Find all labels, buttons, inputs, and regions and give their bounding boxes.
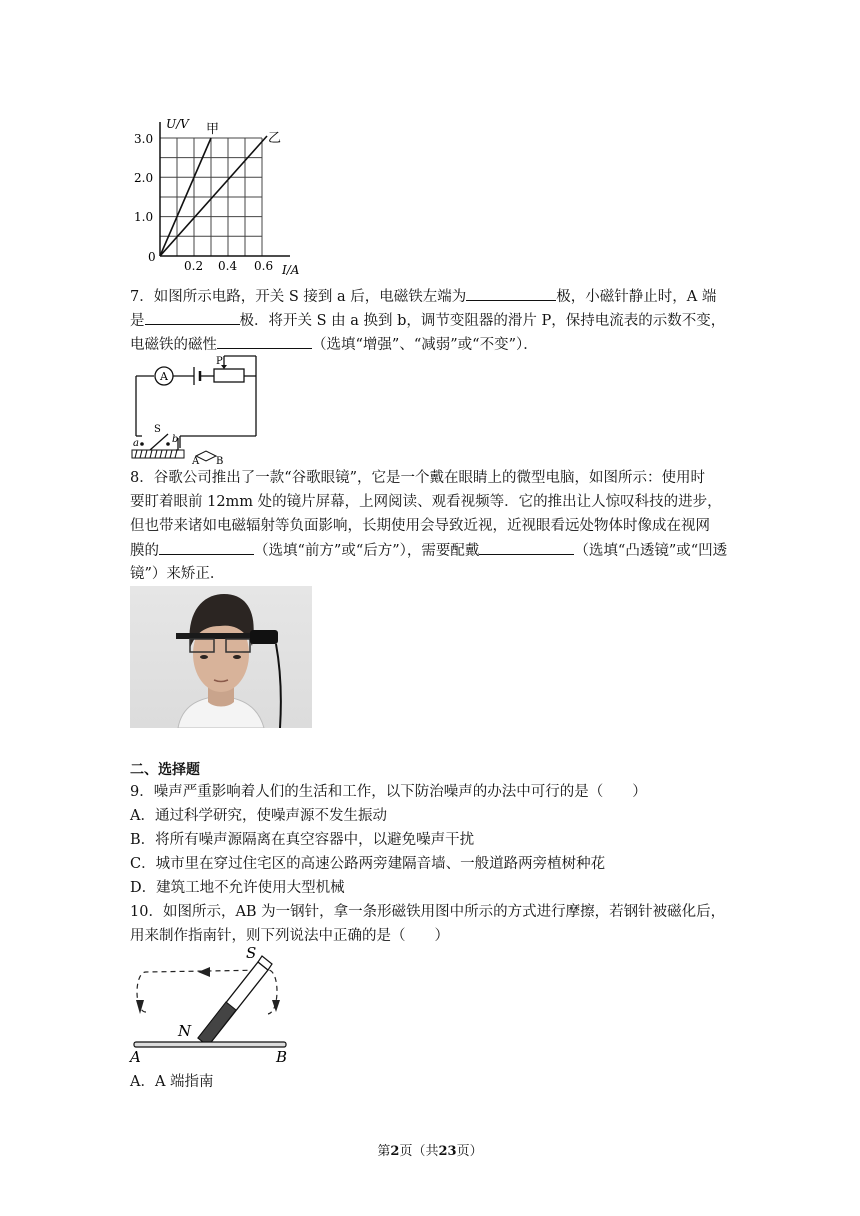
q8-line1: 8．谷歌公司推出了一款“谷歌眼镜”，它是一个戴在眼睛上的微型电脑，如图所示：使用时 [130, 470, 706, 486]
y-axis-label: U/V [166, 117, 189, 131]
switch-lever [150, 434, 168, 450]
page-number: 2 [390, 1144, 400, 1159]
glass-device [250, 630, 278, 644]
q7-blank-3[interactable] [217, 334, 312, 349]
line-yi [160, 136, 267, 256]
contact-b-label: b [172, 434, 179, 445]
q10-line2: 用来制作指南针，则下列说法中正确的是（ ） [130, 928, 449, 944]
needle-end-a-label: A [130, 1048, 141, 1064]
section-title: 二、选择题 [130, 762, 200, 778]
q8-blank-1[interactable] [159, 540, 254, 555]
q8-blank-2[interactable] [479, 540, 574, 555]
magnet-rubbing-figure [128, 942, 296, 1064]
switch-label: S [154, 424, 161, 435]
x-tick-04: 0.4 [218, 259, 238, 273]
q9-option-c[interactable]: C．城市里在穿过住宅区的高速公路两旁建隔音墙、一般道路两旁植树种花 [130, 856, 606, 872]
needle-b-label: B [216, 456, 224, 464]
q10-line1: 10．如图所示，AB 为一钢针，拿一条形磁铁用图中所示的方式进行摩擦，若钢针被磁化后， [130, 904, 726, 920]
electromagnet-coil [132, 450, 184, 458]
q7-line3: 电磁铁的磁性 （选填“增强”、“减弱”或“不变”）． [130, 334, 538, 355]
x-axis-label: I/A [282, 263, 300, 276]
q9-option-a[interactable]: A．通过科学研究，使噪声源不发生振动 [130, 808, 387, 824]
magnet-n-label: N [178, 1022, 192, 1040]
q8-line5: 镜”）来矫正． [130, 566, 225, 582]
page-footer: 第2页（共23页） [377, 1144, 483, 1159]
q9-stem: 9．噪声严重影响着人们的生活和工作，以下防治噪声的办法中可行的是（ ） [130, 784, 647, 800]
q10-option-a[interactable]: A．A 端指南 [130, 1074, 214, 1090]
y-tick-2: 2.0 [134, 171, 154, 185]
rheostat-icon [214, 369, 244, 382]
q8-line3: 但也带来诸如电磁辐射等负面影响，长期使用会导致近视，近视眼看远处物体时像成在视网 [130, 518, 710, 534]
u-i-graph [130, 116, 310, 276]
q9-option-b[interactable]: B．将所有噪声源隔离在真空容器中，以避免噪声干扰 [130, 832, 475, 848]
magnet-s-label: S [246, 944, 257, 962]
needle-a-label: A [192, 456, 200, 464]
total-pages: 23 [438, 1144, 457, 1159]
x-tick-02: 0.2 [184, 259, 204, 273]
steel-needle [134, 1042, 286, 1047]
label-jia: 甲 [206, 122, 220, 137]
ammeter-label: A [160, 370, 168, 383]
q7-line1: 7．如图所示电路，开关 S 接到 a 后，电磁铁左端为 极，小磁针静止时，A 端 [130, 286, 716, 307]
q7-blank-2[interactable] [145, 310, 240, 325]
q8-line4: 膜的 （选填“前方”或“后方”），需要配戴 （选填“凸透镜”或“凹透 [130, 540, 727, 561]
google-glass-photo [130, 586, 312, 728]
x-tick-06: 0.6 [254, 259, 274, 273]
needle-end-b-label: B [276, 1048, 288, 1064]
q9-option-d[interactable]: D．建筑工地不允许使用大型机械 [130, 880, 345, 896]
q7-blank-1[interactable] [466, 286, 556, 301]
y-tick-3: 3.0 [134, 132, 154, 146]
q7-line2: 是 极．将开关 S 由 a 换到 b，调节变阻器的滑片 P，保持电流表的示数不变， [130, 310, 725, 331]
q8-line2: 要盯着眼前 12mm 处的镜片屏幕，上网阅读、观看视频等．它的推出让人惊叹科技的进步， [130, 494, 722, 510]
label-yi: 乙 [268, 131, 282, 146]
return-arrow-icon [136, 1000, 144, 1014]
contact-a-label: a [133, 438, 139, 449]
y-tick-1: 1.0 [134, 210, 154, 224]
return-arrow-right-icon [272, 1000, 280, 1012]
slider-label: P [216, 356, 223, 367]
motion-arrow-icon [198, 967, 210, 977]
circuit-diagram [128, 354, 263, 464]
origin-label: 0 [148, 250, 156, 264]
